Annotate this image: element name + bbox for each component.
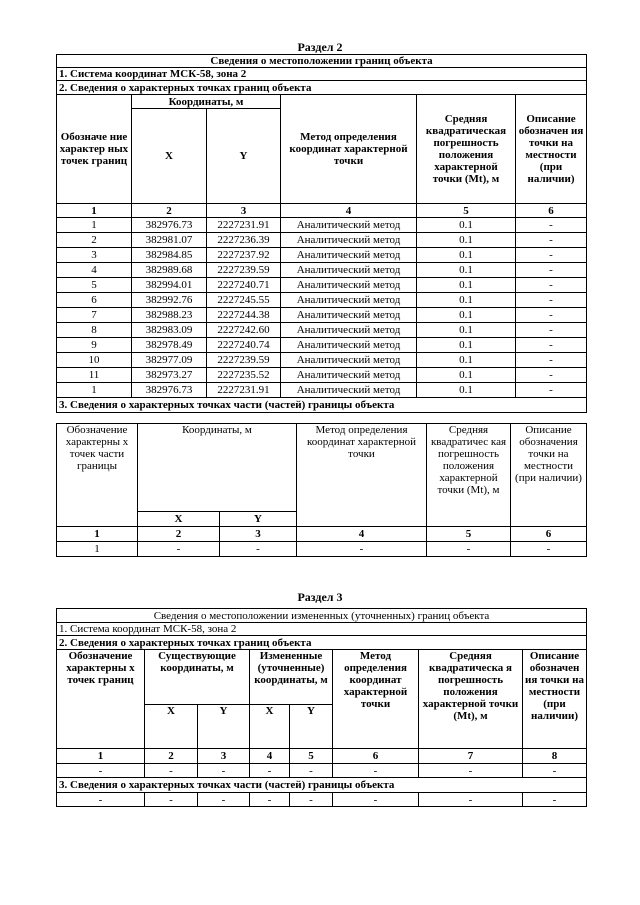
table-cell: 382994.01 (132, 278, 207, 293)
s3-header-changed-y: Y (290, 705, 333, 749)
table-cell: - (516, 278, 587, 293)
table-cell: 3 (57, 248, 132, 263)
table-cell: 2227235.52 (207, 368, 281, 383)
table-cell: - (138, 542, 220, 557)
column-number: 7 (419, 749, 523, 764)
table-cell: 1 (57, 383, 132, 398)
table-cell: - (516, 308, 587, 323)
column-number: 6 (333, 749, 419, 764)
section2-table (56, 54, 587, 413)
table-cell: 382981.07 (132, 233, 207, 248)
column-number: 2 (145, 749, 198, 764)
table-cell: 2227242.60 (207, 323, 281, 338)
column-number: 4 (297, 527, 427, 542)
table-cell: 8 (57, 323, 132, 338)
table-cell: 2227231.91 (207, 383, 281, 398)
table-cell: Аналитический метод (281, 368, 417, 383)
section2-points-heading: 2. Сведения о характерных точках границ объекта (57, 81, 587, 95)
s3-header-method: Метод определения координат характерной точки (333, 650, 419, 749)
header-coords: Координаты, м (132, 95, 281, 109)
s3-header-existing-x: X (145, 705, 198, 749)
table-row (57, 308, 587, 323)
table-cell: 2227240.74 (207, 338, 281, 353)
table-cell: 2227237.92 (207, 248, 281, 263)
table-cell: - (57, 764, 145, 778)
table-cell: - (516, 353, 587, 368)
table-cell: - (427, 542, 511, 557)
table-row (57, 383, 587, 398)
table-cell: Аналитический метод (281, 323, 417, 338)
table-cell: - (516, 248, 587, 263)
table-cell: - (333, 764, 419, 778)
table-cell: 2227239.59 (207, 263, 281, 278)
s3-header-precision: Средняя квадратическа я погрешность положения характерной точки (Mt), м (419, 650, 523, 749)
column-number: 1 (57, 204, 132, 218)
s3-data-row (57, 764, 587, 778)
table-cell: - (145, 793, 198, 807)
table-cell: 0.1 (417, 353, 516, 368)
table-cell: Аналитический метод (281, 293, 417, 308)
header-description: Описание обозначен ия точки на местности (при наличии) (516, 95, 587, 204)
table-cell: Аналитический метод (281, 338, 417, 353)
table-cell: 382978.49 (132, 338, 207, 353)
table-cell: 1 (57, 218, 132, 233)
column-number: 5 (290, 749, 333, 764)
table-cell: - (250, 793, 290, 807)
table-cell: - (198, 793, 250, 807)
column-number: 2 (132, 204, 207, 218)
section2-title: Раздел 2 (297, 40, 343, 54)
table-cell: 1 (57, 542, 138, 557)
section3-title: Раздел 3 (297, 590, 343, 604)
table-cell: Аналитический метод (281, 308, 417, 323)
table-cell: - (523, 793, 587, 807)
column-number: 4 (281, 204, 417, 218)
table-cell: - (250, 764, 290, 778)
table-cell: 382983.09 (132, 323, 207, 338)
s3-column-numbers-row (57, 749, 587, 764)
table-cell: 0.1 (417, 308, 516, 323)
table-row (57, 338, 587, 353)
table-cell: 382973.27 (132, 368, 207, 383)
table-cell: Аналитический метод (281, 383, 417, 398)
column-number: 6 (516, 204, 587, 218)
table-cell: 6 (57, 293, 132, 308)
table-cell: - (516, 293, 587, 308)
parts-header-method: Метод определения координат характерной точки (297, 424, 427, 527)
table-cell: - (516, 218, 587, 233)
parts-header-y: Y (220, 512, 297, 527)
table-row (57, 248, 587, 263)
column-number: 4 (250, 749, 290, 764)
section2-rows (57, 218, 587, 398)
table-cell: 382989.68 (132, 263, 207, 278)
table-row (57, 263, 587, 278)
table-cell: 11 (57, 368, 132, 383)
parts-data-row (57, 542, 587, 557)
table-cell: 10 (57, 353, 132, 368)
header-method: Метод определения координат характерной точки (281, 95, 417, 204)
section2-parts-table (56, 423, 587, 557)
table-cell: 2227244.38 (207, 308, 281, 323)
table-cell: - (516, 368, 587, 383)
table-cell: - (516, 338, 587, 353)
table-row (57, 368, 587, 383)
table-cell: 0.1 (417, 263, 516, 278)
table-row (57, 233, 587, 248)
table-cell: Аналитический метод (281, 218, 417, 233)
column-number: 1 (57, 749, 145, 764)
column-number: 6 (511, 527, 587, 542)
header-point: Обозначе ние характер ных точек границ (57, 95, 132, 204)
table-cell: 0.1 (417, 233, 516, 248)
table-cell: 382977.09 (132, 353, 207, 368)
section3-coord-system: 1. Система координат МСК-58, зона 2 (57, 623, 587, 636)
table-cell: 0.1 (417, 248, 516, 263)
table-cell: 0.1 (417, 293, 516, 308)
table-cell: - (419, 764, 523, 778)
table-cell: 0.1 (417, 368, 516, 383)
column-numbers-row (57, 204, 587, 218)
column-number: 5 (427, 527, 511, 542)
s3-header-point: Обозначение характерны х точек границ (57, 650, 145, 749)
table-cell: - (516, 383, 587, 398)
table-cell: Аналитический метод (281, 248, 417, 263)
table-cell: - (297, 542, 427, 557)
parts-header-precision: Средняя квадратичес кая погрешность положения характерной точки (Mt), м (427, 424, 511, 527)
section3-points-heading: 2. Сведения о характерных точках границ объекта (57, 636, 587, 650)
table-cell: 2227236.39 (207, 233, 281, 248)
column-number: 5 (417, 204, 516, 218)
table-cell: - (57, 793, 145, 807)
table-cell: Аналитический метод (281, 278, 417, 293)
header-x: X (132, 109, 207, 204)
table-cell: - (523, 764, 587, 778)
table-cell: - (290, 793, 333, 807)
table-cell: 2227239.59 (207, 353, 281, 368)
table-row (57, 323, 587, 338)
table-cell: 382984.85 (132, 248, 207, 263)
table-cell: - (198, 764, 250, 778)
section3-table (56, 608, 587, 807)
parts-header-description: Описание обозначения точки на местности (при наличии) (511, 424, 587, 527)
section2-parts-heading: 3. Сведения о характерных точках части (частей) границы объекта (57, 398, 587, 413)
header-precision: Средняя квадратическая погрешность положения характерной точки (Mt), м (417, 95, 516, 204)
table-cell: 9 (57, 338, 132, 353)
s3-header-existing: Существующие координаты, м (145, 650, 250, 705)
s3-header-existing-y: Y (198, 705, 250, 749)
table-cell: 0.1 (417, 338, 516, 353)
header-y: Y (207, 109, 281, 204)
table-cell: 0.1 (417, 218, 516, 233)
section3-parts-heading: 3. Сведения о характерных точках части (частей) границы объекта (57, 778, 587, 793)
table-row (57, 293, 587, 308)
table-cell: Аналитический метод (281, 233, 417, 248)
table-cell: 2227231.91 (207, 218, 281, 233)
section2-coord-system: 1. Система координат МСК-58, зона 2 (57, 68, 587, 81)
table-cell: - (511, 542, 587, 557)
section3-heading: Сведения о местоположении измененных (уточненных) границ объекта (57, 609, 587, 623)
table-cell: 2227240.71 (207, 278, 281, 293)
table-cell: 0.1 (417, 278, 516, 293)
table-cell: Аналитический метод (281, 353, 417, 368)
table-cell: - (145, 764, 198, 778)
s3-header-changed-x: X (250, 705, 290, 749)
table-cell: - (333, 793, 419, 807)
s3-parts-data-row (57, 793, 587, 807)
table-cell: 2 (57, 233, 132, 248)
table-cell: 382988.23 (132, 308, 207, 323)
column-number: 8 (523, 749, 587, 764)
table-row (57, 353, 587, 368)
table-row (57, 278, 587, 293)
parts-header-coords: Координаты, м (138, 424, 297, 512)
parts-header-x: X (138, 512, 220, 527)
table-cell: - (290, 764, 333, 778)
column-number: 3 (198, 749, 250, 764)
table-cell: - (220, 542, 297, 557)
table-cell: 382976.73 (132, 383, 207, 398)
column-number: 3 (207, 204, 281, 218)
table-cell: 7 (57, 308, 132, 323)
table-row (57, 218, 587, 233)
table-cell: 4 (57, 263, 132, 278)
table-cell: 5 (57, 278, 132, 293)
column-number: 3 (220, 527, 297, 542)
column-number: 1 (57, 527, 138, 542)
s3-header-description: Описание обозначен ия точки на местности (при наличии) (523, 650, 587, 749)
table-cell: 382992.76 (132, 293, 207, 308)
table-cell: - (516, 323, 587, 338)
table-cell: - (419, 793, 523, 807)
table-cell: Аналитический метод (281, 263, 417, 278)
table-cell: 2227245.55 (207, 293, 281, 308)
table-cell: - (516, 263, 587, 278)
table-cell: 0.1 (417, 323, 516, 338)
s3-header-changed: Измененные (уточненные) координаты, м (250, 650, 333, 705)
table-cell: 0.1 (417, 383, 516, 398)
table-cell: 382976.73 (132, 218, 207, 233)
table-cell: - (516, 233, 587, 248)
column-number: 2 (138, 527, 220, 542)
parts-column-numbers-row (57, 527, 587, 542)
section2-heading: Сведения о местоположении границ объекта (57, 55, 587, 68)
parts-header-point: Обозначение характерны х точек части границы (57, 424, 138, 527)
